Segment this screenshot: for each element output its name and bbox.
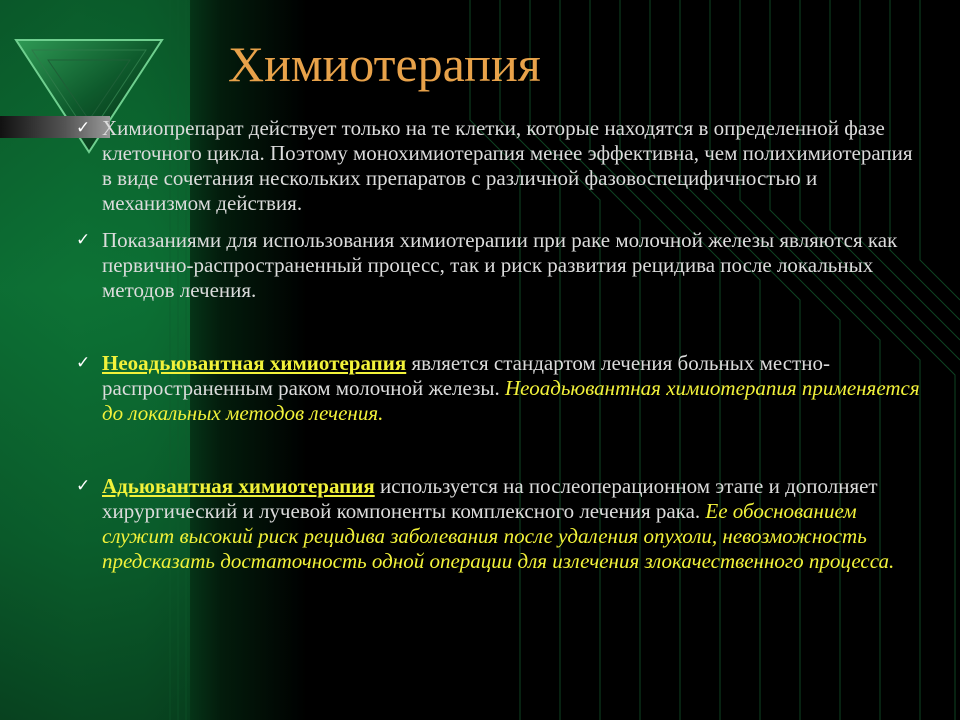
italic-note: Неоадьювантная химиотерапия применяется до локальных методов лечения.: [102, 376, 920, 425]
bullet-item: [70, 474, 920, 574]
slide-title: Химиотерапия: [228, 36, 541, 92]
bullet-item: [70, 116, 920, 216]
italic-note: Ее обоснованием служит высокий риск рецидива заболевания после удаления опухоли, невозможность предсказать достаточность одной операции для излечения злокачественного процесса.: [102, 499, 895, 573]
bullet-text: используется на послеоперационном этапе и дополняет хирургический и лучевой компоненты комплексного лечения рака.: [102, 474, 878, 523]
check-arrow-icon: ✓: [76, 118, 91, 138]
bullet-item: [70, 228, 920, 303]
bullet-text: Химиопрепарат действует только на те клетки, которые находятся в определенной фазе клеточного цикла. Поэтому монохимиотерапия менее эффективна, чем полихимиотерапия в виде сочетания нескольких препаратов с различной фазовоспецифичностью и механизмом действия.: [102, 116, 913, 215]
bullet-item: [70, 351, 920, 426]
check-arrow-icon: ✓: [76, 476, 91, 496]
bullet-text: является стандартом лечения больных местно-распространенным раком молочной железы.: [102, 351, 830, 400]
check-arrow-icon: ✓: [76, 230, 91, 250]
highlighted-term: Адьювантная химиотерапия: [102, 474, 375, 498]
bullet-list: [70, 116, 920, 574]
bullet-text: Показаниями для использования химиотерапии при раке молочной железы являются как первично-распространенный процесс, так и риск развития рецидива после локальных методов лечения.: [102, 228, 898, 302]
highlighted-term: Неоадьювантная химиотерапия: [102, 351, 407, 375]
check-arrow-icon: ✓: [76, 353, 91, 373]
